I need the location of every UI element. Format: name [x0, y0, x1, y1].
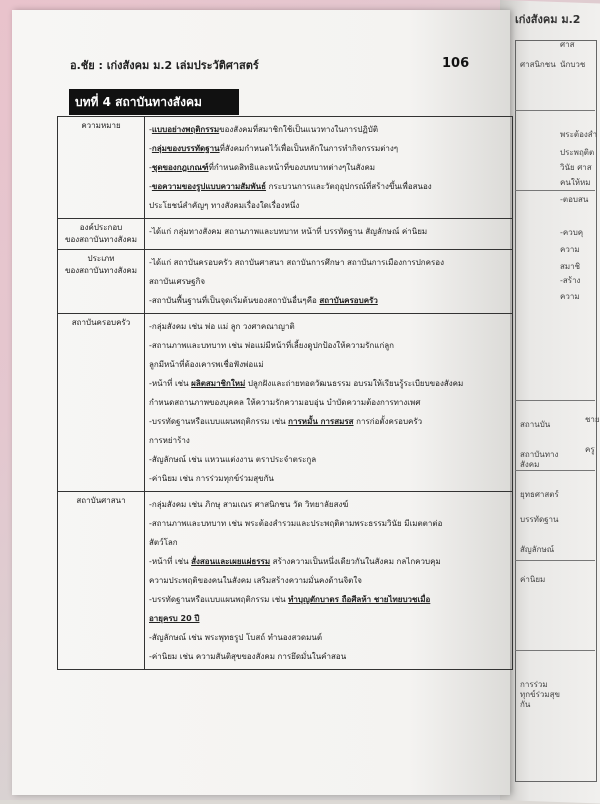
content-line: [149, 355, 508, 374]
adjacent-page-fragment: -ควบคุ: [560, 228, 584, 237]
key-term: อายุครบ 20 ปี: [149, 614, 200, 623]
adjacent-page-fragment: วินัย ศาส: [560, 163, 592, 172]
content-line: [149, 177, 508, 196]
text-segment: -บรรทัดฐานหรือแบบแผนพฤติกรรม เช่น: [149, 417, 289, 426]
text-segment: -ค่านิยม เช่น การร่วมทุกข์ร่วมสุขกัน: [149, 474, 274, 483]
chapter-title: บทที่ 4 สถาบันทางสังคม: [69, 89, 239, 115]
adjacent-page-fragment: ประพฤติต: [560, 148, 595, 157]
adjacent-page-fragment: ยุทธศาสตร์: [520, 490, 559, 499]
text-segment: -ค่านิยม เช่น ความสันติสุขของสังคม การยึดมั่นในคำสอน: [149, 652, 347, 661]
adjacent-page-fragment: ความ: [560, 245, 580, 254]
content-line: [149, 431, 508, 450]
running-header: อ.ชัย : เก่งสังคม ม.2 เล่มประวัติศาสตร์: [70, 59, 259, 72]
row-label: ประเภท ของสถาบันทางสังคม: [58, 250, 145, 314]
text-segment: สัตว์โลก: [149, 538, 178, 547]
text-segment: -บรรทัดฐานหรือแบบแผนพฤติกรรม เช่น: [149, 595, 289, 604]
adjacent-page-fragment: ชาย: [585, 415, 600, 424]
text-segment: -กลุ่มสังคม เช่น พ่อ แม่ ลูก วงศาคณาญาติ: [149, 322, 295, 331]
adjacent-page-fragment: ครู: [585, 445, 595, 454]
adjacent-page-fragment: -ตอบสน: [560, 195, 589, 204]
content-line: [149, 514, 508, 533]
text-segment: -สัญลักษณ์ เช่น แหวนแต่งงาน ตราประจำตระกูล: [149, 455, 317, 464]
adjacent-page-fragment: ความ: [560, 292, 580, 301]
text-segment: -: [149, 163, 152, 172]
text-segment: -สถานภาพและบทบาท เช่น พระต้องสำรวมและประพฤติตามพระธรรมวินัย มีเมตตาต่อ: [149, 519, 443, 528]
content-line: [149, 533, 508, 552]
content-line: [149, 393, 508, 412]
page-number: 106: [442, 56, 470, 71]
adjacent-page-fragment: สถาบันทางสังคม: [520, 450, 559, 469]
text-segment: -หน้าที่ เช่น: [149, 379, 192, 388]
content-line: [149, 552, 508, 571]
table-row: [58, 314, 513, 492]
adjacent-page-fragment: สมาชิ: [560, 262, 581, 271]
text-segment: ของสังคมที่สมาชิกใช้เป็นแนวทางในการปฏิบัติ: [219, 125, 379, 134]
content-line: [149, 196, 508, 215]
text-segment: -สถานภาพและบทบาท เช่น พ่อแม่มีหน้าที่เลี้ยงดูปกป้องให้ความรักแก่ลูก: [149, 341, 394, 350]
row-content: [145, 492, 513, 670]
text-segment: การก่อตั้งครอบครัว: [353, 417, 423, 426]
row-label: สถาบันศาสนา: [58, 492, 145, 670]
text-segment: -สัญลักษณ์ เช่น พระพุทธรูป โบสถ์ ทำนองสวดมนต์: [149, 633, 323, 642]
adjacent-page-fragment: พระต้องสำ: [560, 130, 598, 139]
key-term: กลุ่มของบรรทัดฐาน: [151, 144, 220, 153]
content-line: [149, 609, 508, 628]
adjacent-page-fragment: -สร้าง: [560, 276, 581, 285]
text-segment: การหย่าร้าง: [149, 436, 190, 445]
content-line: [149, 317, 508, 336]
adjacent-page-header: เก่งสังคม ม.2: [515, 13, 581, 26]
text-segment: ลูกมีหน้าที่ต้องเคารพเชื่อฟังพ่อแม่: [149, 360, 264, 369]
key-term: สถาบันครอบครัว: [319, 296, 378, 305]
text-segment: -: [149, 182, 152, 191]
content-line: [149, 450, 508, 469]
table-row: [58, 117, 513, 219]
adjacent-page-rule: [515, 190, 595, 191]
adjacent-page-fragment: ค่านิยม: [520, 575, 546, 584]
key-term: ขอความของรูปแบบความสัมพันธ์: [151, 182, 267, 191]
content-line: [149, 222, 508, 241]
adjacent-page-rule: [515, 650, 595, 651]
table-row: [58, 250, 513, 314]
text-segment: กำหนดสถานภาพของบุคคล ให้ความรักความอบอุ่น บำบัดความต้องการทางเพศ: [149, 398, 421, 407]
content-line: [149, 628, 508, 647]
key-term: สั่งสอนและเผยแผ่ธรรม: [191, 557, 271, 566]
content-line: [149, 253, 508, 272]
content-line: [149, 374, 508, 393]
text-segment: -ได้แก่ สถาบันครอบครัว สถาบันศาสนา สถาบันการศึกษา สถาบันการเมืองการปกครอง: [149, 258, 445, 267]
row-content: [145, 314, 513, 492]
text-segment: กระบวนการและวัตถุอุปกรณ์ที่สร้างขึ้นเพื่อสนอง: [266, 182, 432, 191]
content-line: [149, 412, 508, 431]
text-segment: ความประพฤติของคนในสังคม เสริมสร้างความมั่นคงด้านจิตใจ: [149, 576, 362, 585]
adjacent-page-rule: [515, 110, 595, 111]
adjacent-page-rule: [515, 470, 595, 471]
adjacent-page-fragment: นักบวช: [560, 60, 586, 69]
text-segment: ที่สังคมกำหนดไว้เพื่อเป็นหลักในการทำกิจกรรมต่างๆ: [219, 144, 399, 153]
adjacent-page-fragment: บรรทัดฐาน: [520, 515, 559, 524]
table-row: [58, 492, 513, 670]
text-segment: ปลูกฝังและถ่ายทอดวัฒนธรรม อบรมให้เรียนรู้ระเบียบของสังคม: [245, 379, 464, 388]
row-content: [145, 117, 513, 219]
key-term: ทำบุญตักบาตร ถือศีลห้า ชายไทยบวชเมื่อ: [288, 595, 431, 604]
adjacent-page-fragment: สัญลักษณ์: [520, 545, 555, 554]
row-label: สถาบันครอบครัว: [58, 314, 145, 492]
social-institutions-table: [57, 116, 513, 670]
adjacent-page-rule: [515, 400, 595, 401]
key-term: แบบอย่างพฤติกรรม: [151, 125, 220, 134]
adjacent-page-fragment: ศาสนิกชน: [520, 60, 556, 69]
content-line: [149, 291, 508, 310]
key-term: ผลิตสมาชิกใหม่: [191, 379, 246, 388]
key-term: ชุดของกฎเกณฑ์: [151, 163, 209, 172]
content-line: [149, 336, 508, 355]
content-line: [149, 272, 508, 291]
text-segment: ที่กำหนดสิทธิและหน้าที่ของบทบาทต่างๆในสังคม: [208, 163, 376, 172]
content-line: [149, 495, 508, 514]
content-line: [149, 647, 508, 666]
text-segment: -หน้าที่ เช่น: [149, 557, 192, 566]
row-content: [145, 219, 513, 250]
text-segment: -ได้แก่ กลุ่มทางสังคม สถานภาพและบทบาท หน้าที่ บรรทัดฐาน สัญลักษณ์ ค่านิยม: [149, 227, 428, 236]
text-segment: ประโยชน์สำคัญๆ ทางสังคมเรื่องใดเรื่องหนึ่ง: [149, 201, 300, 210]
text-segment: -สถาบันพื้นฐานที่เป็นจุดเริ่มต้นของสถาบันอื่นๆคือ: [149, 296, 320, 305]
text-segment: -: [149, 125, 152, 134]
text-segment: -กลุ่มสังคม เช่น ภิกษุ สามเณร ศาสนิกชน วัด วิทยาลัยสงฆ์: [149, 500, 349, 509]
table-row: [58, 219, 513, 250]
text-segment: สร้างความเป็นหนึ่งเดียวกันในสังคม กลไกควบคุม: [270, 557, 441, 566]
row-content: [145, 250, 513, 314]
content-line: [149, 139, 508, 158]
content-line: [149, 590, 508, 609]
content-line: [149, 120, 508, 139]
adjacent-page-rule: [515, 560, 595, 561]
row-label: ความหมาย: [58, 117, 145, 219]
key-term: การหมั้น การสมรส: [288, 417, 354, 426]
content-line: [149, 158, 508, 177]
adjacent-page-fragment: ศาส: [560, 40, 575, 49]
content-line: [149, 469, 508, 488]
adjacent-page-fragment: การร่วมทุกข์ร่วมสุขกัน: [520, 680, 560, 709]
adjacent-page-fragment: สถานบัน: [520, 420, 551, 429]
text-segment: สถาบันเศรษฐกิจ: [149, 277, 206, 286]
adjacent-page-fragment: คนให้หม: [560, 178, 591, 187]
row-label: องค์ประกอบ ของสถาบันทางสังคม: [58, 219, 145, 250]
content-line: [149, 571, 508, 590]
text-segment: -: [149, 144, 152, 153]
